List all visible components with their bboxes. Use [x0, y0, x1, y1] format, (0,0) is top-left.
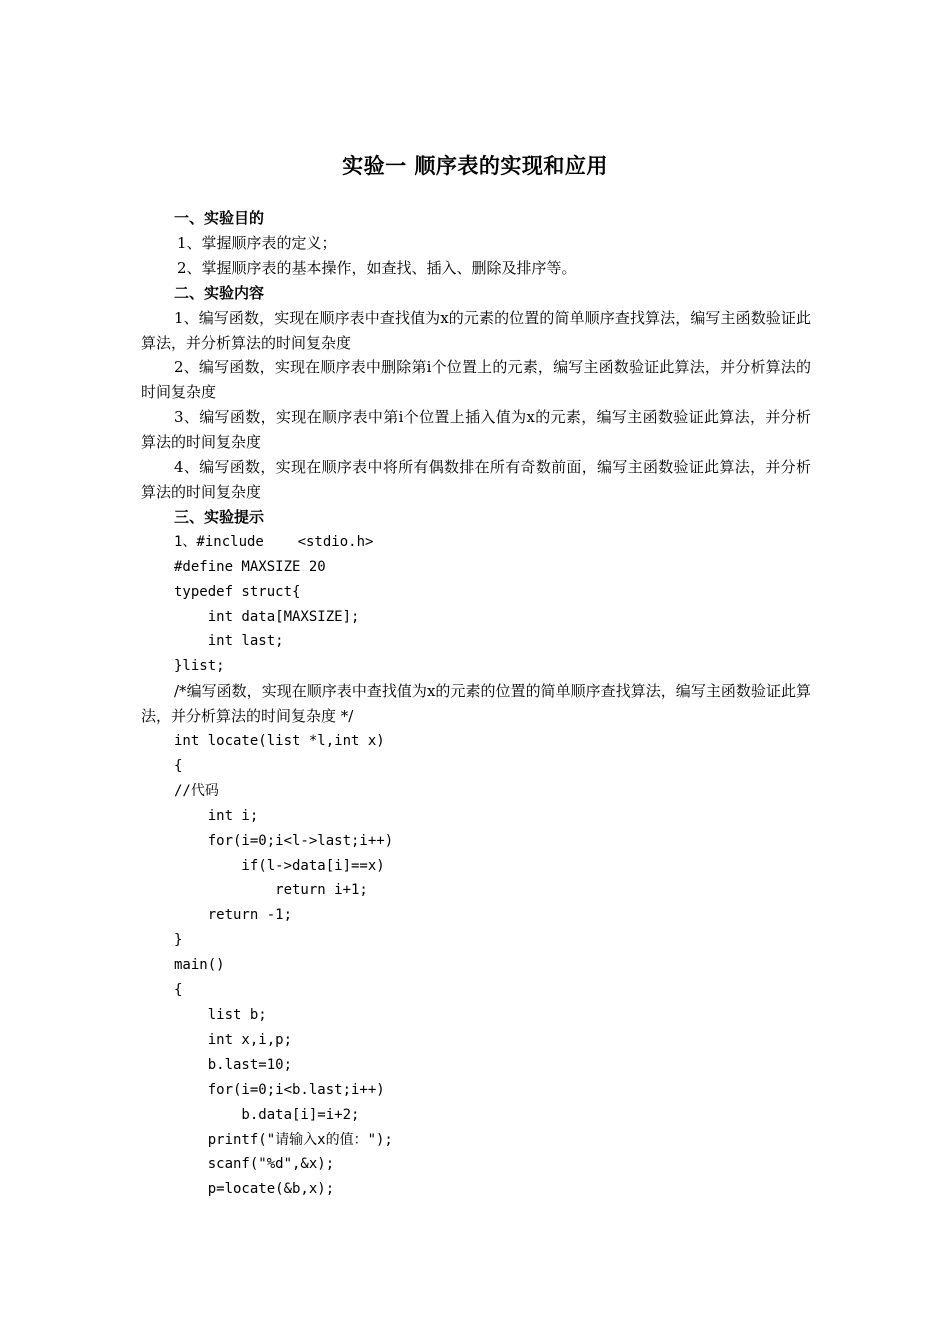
- code-line: scanf("%d",&x);: [174, 1156, 335, 1173]
- page-title: 实验一 顺序表的实现和应用: [342, 154, 608, 178]
- code-line: }: [174, 932, 183, 949]
- code-line: {: [174, 757, 183, 774]
- code-line: list b;: [174, 1007, 267, 1023]
- code-line: int data[MAXSIZE];: [174, 608, 360, 625]
- objective-item: 1、掌握顺序表的定义；: [177, 233, 337, 252]
- code-line: }list;: [174, 658, 225, 675]
- code-line: return i+1;: [174, 882, 368, 899]
- code-line: b.data[i]=i+2;: [174, 1106, 360, 1123]
- section-heading-objectives: 一、实验目的: [174, 209, 265, 227]
- code-line: main(): [174, 957, 225, 974]
- content-paragraph: 2、编写函数，实现在顺序表中删除第i个位置上的元素，编写主函数验证此算法，并分析算法的时间复杂度: [141, 358, 811, 402]
- code-line: return -1;: [174, 907, 293, 924]
- code-line: p=locate(&b,x);: [174, 1181, 335, 1198]
- code-line: //代码: [174, 782, 219, 799]
- content-paragraph: 3、编写函数，实现在顺序表中第i个位置上插入值为x的元素，编写主函数验证此算法，并分析算法的时间复杂度: [141, 408, 811, 452]
- content-paragraph: 1、编写函数，实现在顺序表中查找值为x的元素的位置的简单顺序查找算法，编写主函数验证此算法，并分析算法的时间复杂度: [141, 308, 811, 352]
- document-body: [141, 206, 811, 1202]
- code-line: for(i=0;i<b.last;i++): [174, 1081, 385, 1098]
- code-line: int x,i,p;: [174, 1031, 293, 1048]
- code-line: for(i=0;i<l->last;i++): [174, 832, 394, 849]
- code-line: int i;: [174, 807, 259, 824]
- code-line: b.last=10;: [174, 1056, 293, 1073]
- code-line: int last;: [174, 633, 284, 650]
- objective-item: 2、掌握顺序表的基本操作，如查找、插入、删除及排序等。: [177, 258, 577, 277]
- code-line: typedef struct{: [174, 583, 301, 600]
- section-heading-content: 二、实验内容: [174, 283, 265, 302]
- code-line: {: [174, 982, 183, 999]
- section-heading-hints: 三、实验提示: [174, 507, 265, 526]
- content-paragraph: 4、编写函数，实现在顺序表中将所有偶数排在所有奇数前面，编写主函数验证此算法，并分析算法的时间复杂度: [141, 458, 811, 501]
- code-line: #define MAXSIZE 20: [174, 558, 326, 575]
- code-line: 1、#include <stdio.h>: [174, 533, 374, 550]
- code-line: if(l->data[i]==x): [174, 857, 385, 874]
- code-line: int locate(list *l,int x): [174, 733, 385, 750]
- code-line: printf("请输入x的值：");: [174, 1131, 393, 1148]
- code-comment: /*编写函数，实现在顺序表中查找值为x的元素的位置的简单顺序查找算法，编写主函数验证此算法，并分析算法的时间复杂度 */: [141, 682, 811, 726]
